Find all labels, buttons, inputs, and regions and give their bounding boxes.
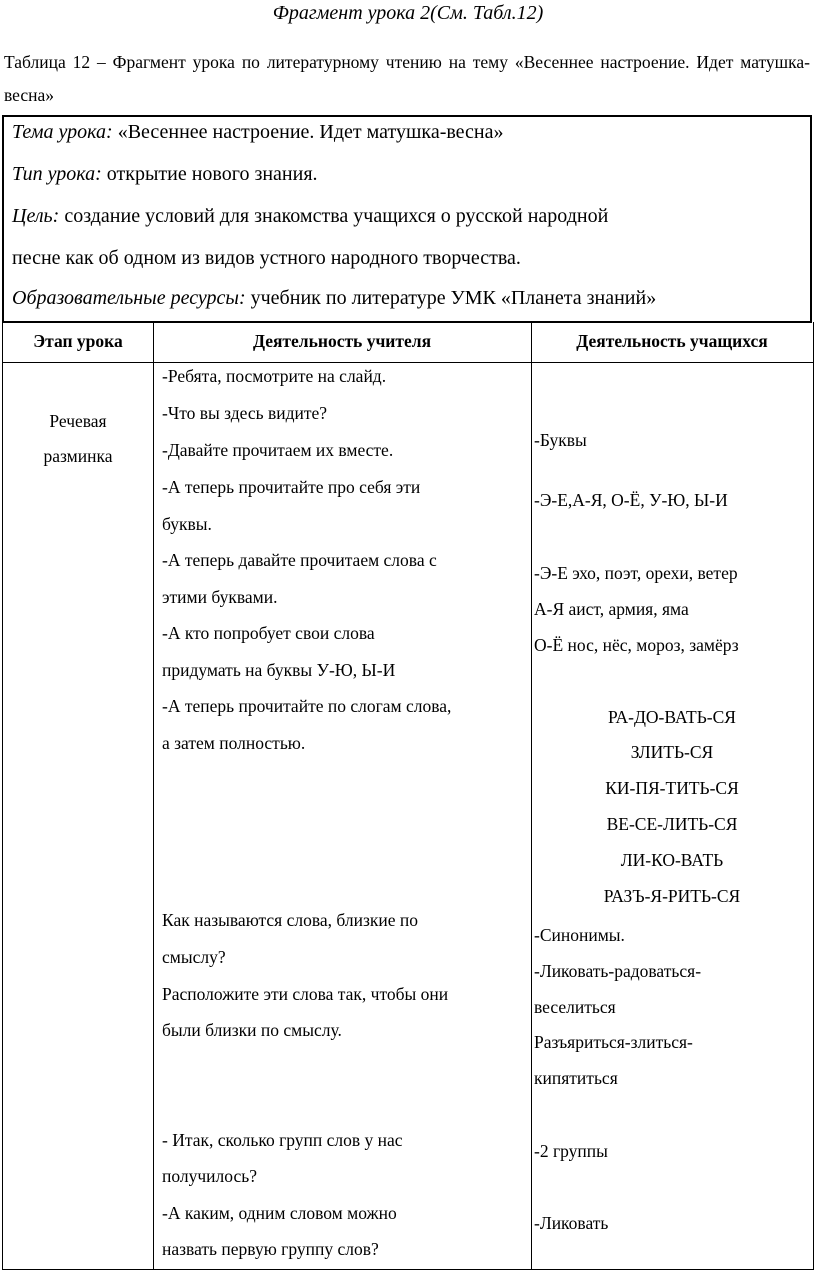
- student-line: -Э-Е эхо, поэт, орехи, ветер: [534, 563, 738, 583]
- teacher-line: смыслу?: [162, 947, 226, 967]
- stage-line: Речевая: [49, 411, 107, 431]
- header-stage: Этап урока: [33, 331, 123, 351]
- student-line: -Буквы: [534, 430, 587, 450]
- student-line: кипятиться: [534, 1068, 618, 1088]
- teacher-line: получилось?: [162, 1166, 257, 1186]
- student-line: РАЗЪ-Я-РИТЬ-СЯ: [603, 886, 741, 906]
- student-line: КИ-ПЯ-ТИТЬ-СЯ: [605, 778, 739, 798]
- student-line: О-Ё нос, нёс, мороз, замёрз: [534, 635, 739, 655]
- table-caption: Таблица 12 – Фрагмент урока по литературному чтению на тему «Весеннее настроение. Идет матушка-весна»: [4, 52, 810, 105]
- stage-cell: [3, 404, 153, 474]
- teacher-line: назвать первую группу слов?: [162, 1239, 379, 1259]
- goal-label: Цель:: [12, 205, 60, 227]
- teacher-line: -А кто попробует свои слова: [162, 623, 375, 643]
- teacher-line: -А теперь давайте прочитаем слова с: [162, 550, 437, 570]
- student-line: А-Я аист, армия, яма: [534, 599, 689, 619]
- header-divider: [3, 362, 813, 363]
- student-line: ЗЛИТЬ-СЯ: [630, 742, 714, 762]
- column-divider: [153, 322, 154, 1269]
- student-line: ВЕ-СЕ-ЛИТЬ-СЯ: [606, 814, 738, 834]
- stage-line: разминка: [43, 446, 113, 466]
- resources-value: учебник по литературе УМК «Планета знаний»: [245, 287, 657, 309]
- teacher-line: -А каким, одним словом можно: [162, 1203, 397, 1223]
- resources-label: Образовательные ресурсы:: [12, 287, 246, 309]
- resources-line: [12, 287, 656, 310]
- student-line: -Э-Е,А-Я, О-Ё, У-Ю, Ы-И: [534, 490, 728, 510]
- goal-line-continued: песне как об одном из видов устного народного творчества.: [12, 247, 521, 269]
- student-line: РА-ДО-ВАТЬ-СЯ: [608, 707, 736, 727]
- topic-label: Тема урока:: [12, 121, 113, 143]
- teacher-line: Расположите эти слова так, чтобы они: [162, 984, 449, 1004]
- teacher-line: -Что вы здесь видите?: [162, 403, 328, 423]
- type-value: открытие нового знания.: [101, 163, 318, 185]
- header-teacher: Деятельность учителя: [252, 331, 432, 351]
- type-label: Тип урока:: [12, 163, 102, 185]
- student-line: ЛИ-КО-ВАТЬ: [620, 850, 724, 870]
- type-line: [12, 163, 318, 186]
- student-line: -2 группы: [534, 1141, 608, 1161]
- teacher-line: придумать на буквы У-Ю, Ы-И: [162, 660, 396, 680]
- teacher-line: были близки по смыслу.: [162, 1020, 342, 1040]
- page-heading: Фрагмент урока 2(См. Табл.12): [272, 2, 544, 24]
- student-line: -Ликовать-радоваться-: [534, 961, 702, 981]
- student-line: -Синонимы.: [534, 925, 625, 945]
- teacher-line: этими буквами.: [162, 587, 278, 607]
- student-line: -Ликовать: [534, 1213, 609, 1233]
- lesson-info-box: [2, 115, 812, 323]
- teacher-line: -А теперь прочитайте по слогам слова,: [162, 696, 452, 716]
- topic-value: «Весеннее настроение. Идет матушка-весна»: [112, 121, 504, 143]
- teacher-line: -Давайте прочитаем их вместе.: [162, 440, 394, 460]
- teacher-line: -А теперь прочитайте про себя эти: [162, 477, 421, 497]
- student-line: Разъяриться-злиться-: [534, 1032, 693, 1052]
- topic-line: [12, 121, 504, 144]
- teacher-line: -Ребята, посмотрите на слайд.: [162, 366, 387, 386]
- goal-value: создание условий для знакомства учащихся о русской народной: [59, 205, 609, 227]
- header-students: Деятельность учащихся: [576, 331, 768, 351]
- student-line: веселиться: [534, 997, 616, 1017]
- goal-line: [12, 205, 608, 228]
- teacher-line: Как называются слова, близкие по: [162, 910, 418, 930]
- teacher-line: - Итак, сколько групп слов у нас: [162, 1130, 403, 1150]
- teacher-line: а затем полностью.: [162, 733, 306, 753]
- teacher-line: буквы.: [162, 514, 212, 534]
